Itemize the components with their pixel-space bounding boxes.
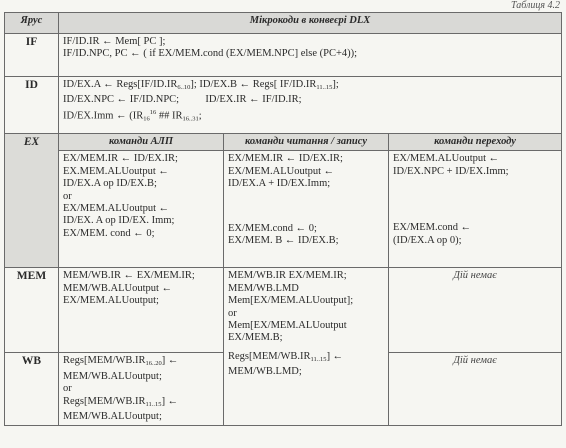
ex-mem-line: EX/MEM.ALUoutput ← (228, 165, 335, 177)
ex-branch-line: EX/MEM.ALUoutput ← (393, 153, 500, 165)
ex-alu-line: or (63, 190, 72, 202)
mem-ls-line: Mem[EX/MEM.ALUoutput]; (228, 295, 354, 307)
mem-alu-line: MEM/WB.ALUoutput ← (63, 282, 173, 294)
ex-alu-line: EX/MEM.IR ← ID/EX.IR; (63, 153, 178, 165)
mem-branch-cell: Дій немає (389, 268, 562, 353)
id-microcode (59, 77, 562, 134)
ex-branch-line: ID/EX.NPC + ID/EX.Imm; (393, 165, 509, 177)
row-mem (5, 268, 562, 353)
ex-alu-line: ID/EX.A op ID/EX.B; (63, 178, 157, 190)
stage-if: IF (5, 34, 59, 77)
row-ex-headers (5, 134, 562, 151)
wb-branch-cell: Дій немає (389, 353, 562, 426)
row-id (5, 77, 562, 134)
wb-alu-line-2: MEM/WB.ALUoutput; (63, 370, 162, 382)
ex-mem-header: команди читання / запису (224, 134, 389, 151)
ex-mem-line: EX/MEM.IR ← ID/EX.IR; (228, 153, 343, 165)
ex-alu-line: EX.MEM.ALUoutput ← (63, 165, 169, 177)
wb-ls-line-2: MEM/WB.LMD; (228, 366, 302, 378)
ex-mem-line: EX/MEM.cond ← 0; (228, 222, 317, 234)
ex-branch-header: команди переходу (389, 134, 562, 151)
ex-alu-line: EX/MEM.ALUoutput ← (63, 203, 170, 215)
ex-mem-line: ID/EX.A + ID/EX.Imm; (228, 178, 331, 190)
wb-ls-line-1: $Regs[MEM/WB.IR_{11..15}]$ ← (228, 350, 344, 363)
table-title: Мікрокоди в конвеєрі DLX (59, 13, 562, 34)
wb-alu-cell (59, 353, 224, 426)
row-ex (5, 151, 562, 268)
wb-alu-or: or (63, 383, 72, 395)
microcode-table (4, 12, 562, 426)
row-if (5, 34, 562, 77)
mem-alu-line: MEM/WB.IR ← EX/MEM.IR; (63, 270, 195, 282)
ex-alu-cell (59, 151, 224, 268)
id-line-3: ID/EX.Imm ← ($IR_{16}^{16}$ ## $IR_{16..31}$; (63, 108, 202, 123)
mem-alu-line: EX/MEM.ALUoutput; (63, 295, 159, 307)
ex-branch-cell (389, 151, 562, 268)
id-line-1: ID/EX.A ← $Regs[IF/ID.IR_{6..10}]$; ID/EX.B ← Regs[ $IF/ID.IR_{11..15}$]; (63, 79, 339, 91)
mem-ls-line: MEM/WB.LMD (228, 282, 299, 294)
ex-branch-line: (ID/EX.A op 0); (393, 234, 462, 246)
stage-wb: WB (5, 353, 59, 426)
stage-mem: MEM (5, 268, 59, 353)
if-line-1: IF/ID.IR ← Mem[ PC ]; (63, 36, 166, 47)
stage-ex: EX (5, 134, 59, 268)
mem-alu-cell (59, 268, 224, 353)
ex-alu-line: ID/EX. A op ID/EX. Imm; (63, 215, 175, 227)
stage-header: Ярус (5, 13, 59, 34)
wb-alu-line-3: $Regs[MEM/WB.IR_{11..15}]$ ← (63, 395, 179, 408)
mem-ls-line: MEM/WB.IR EX/MEM.IR; (228, 270, 347, 282)
mem-wb-ls-cell (224, 268, 389, 426)
mem-ls-line: or (228, 307, 237, 319)
wb-alu-line-1: $Regs[MEM/WB.IR_{16..20}]$ ← (63, 355, 179, 368)
id-line-2: ID/EX.NPC ← IF/ID.NPC; ID/EX.IR ← IF/ID.IR; (63, 94, 302, 106)
mem-ls-line: Mem[EX/MEM.ALUoutput (228, 320, 347, 332)
ex-mem-cell (224, 151, 389, 268)
ex-alu-header: команди АЛП (59, 134, 224, 151)
ex-alu-line: EX/MEM. cond ← 0; (63, 227, 155, 239)
ex-branch-line: EX/MEM.cond ← (393, 222, 472, 234)
if-microcode (59, 34, 562, 77)
if-line-2: IF/ID.NPC, PC ← ( if EX/MEM.cond (EX/MEM.NPC] else (PC+4)); (63, 48, 358, 60)
ex-mem-line: EX/MEM. B ← ID/EX.B; (228, 235, 339, 247)
stage-id: ID (5, 77, 59, 134)
mem-ls-line: EX/MEM.B; (228, 332, 283, 344)
wb-alu-line-4: MEM/WB.ALUoutput; (63, 411, 162, 423)
table-caption: Таблиця 4.2 (511, 0, 560, 11)
table-header-row (5, 13, 562, 34)
